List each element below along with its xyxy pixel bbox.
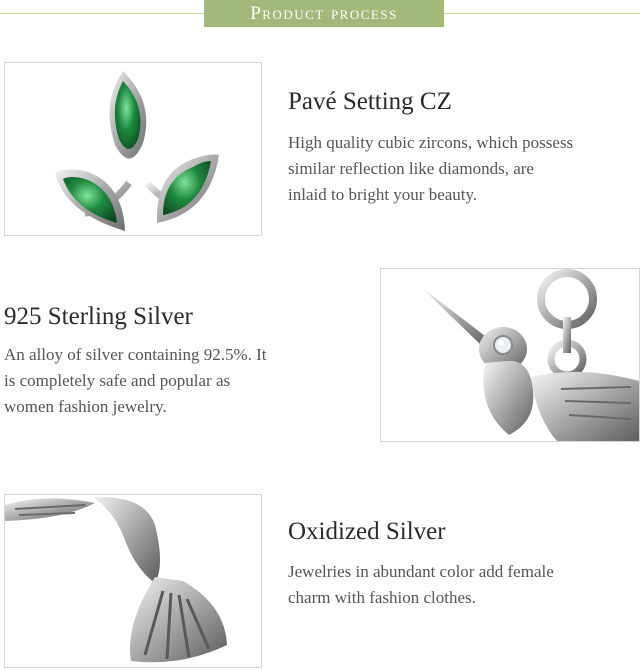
hummingbird-tail-icon — [5, 495, 261, 667]
section-text-line: women fashion jewelry. — [4, 397, 167, 416]
header-rule-right — [444, 13, 640, 14]
leaf-charm-photo — [4, 62, 262, 236]
section-text-line: High quality cubic zircons, which possess — [288, 133, 574, 152]
header-rule-left — [0, 13, 204, 14]
leaf-charm-icon — [5, 63, 261, 235]
section-text-oxidized — [288, 559, 554, 611]
hummingbird-charm-photo — [380, 268, 640, 442]
header-title: Product process — [250, 2, 398, 24]
header-banner — [204, 0, 444, 27]
section-text-line: charm with fashion clothes. — [288, 588, 476, 607]
hummingbird-tail-photo — [4, 494, 262, 668]
section-title-pave: Pavé Setting CZ — [288, 88, 452, 115]
section-text-sterling — [4, 342, 267, 420]
section-text-line: similar reflection like diamonds, are — [288, 159, 534, 178]
section-title-sterling: 925 Sterling Silver — [4, 303, 193, 330]
section-text-line: inlaid to bright your beauty. — [288, 185, 478, 204]
section-text-line: An alloy of silver containing 92.5%. It — [4, 345, 267, 364]
hummingbird-charm-icon — [381, 269, 639, 441]
section-text-line: Jewelries in abundant color add female — [288, 562, 554, 581]
section-text-pave — [288, 130, 573, 208]
section-text-line: is completely safe and popular as — [4, 371, 231, 390]
section-title-oxidized: Oxidized Silver — [288, 518, 446, 545]
